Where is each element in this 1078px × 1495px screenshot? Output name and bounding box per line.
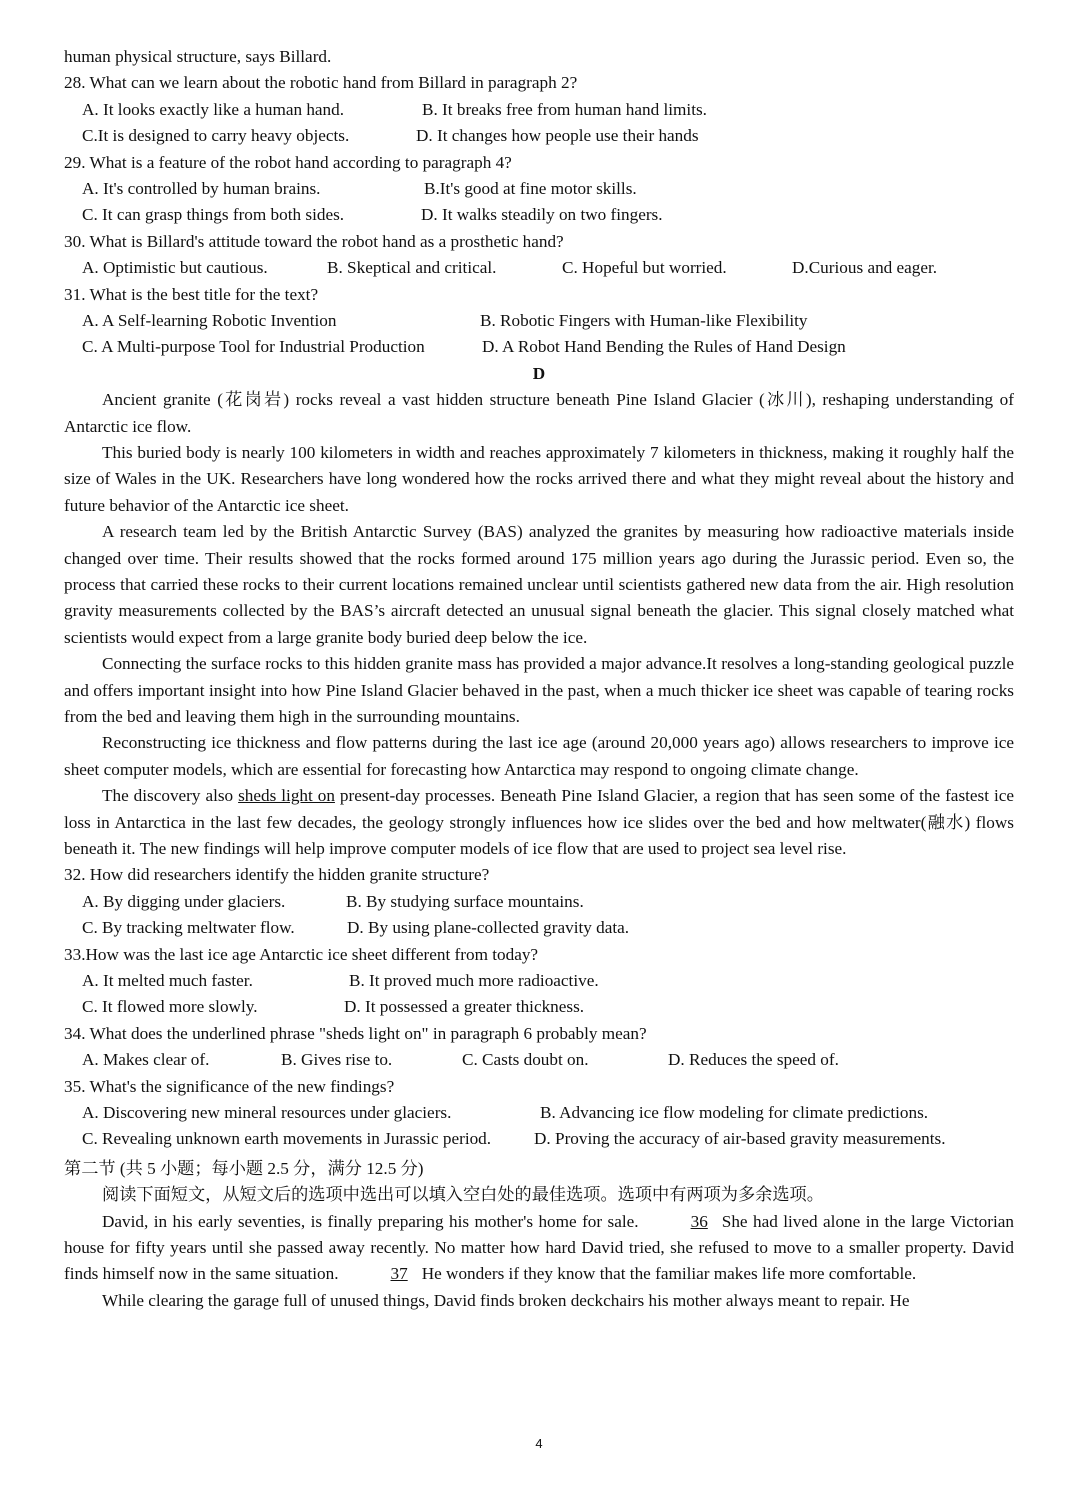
option-31d[interactable]: D. A Robot Hand Bending the Rules of Hand Design <box>482 337 846 357</box>
cloze-paragraph-1 <box>64 1209 1014 1288</box>
option-28c[interactable]: C.It is designed to carry heavy objects. <box>82 126 350 146</box>
question-35-options-row1 <box>64 1100 1014 1126</box>
option-31a[interactable]: A. A Self-learning Robotic Invention <box>82 310 337 330</box>
paragraph-6-rest: present-day processes. Beneath Pine Island Glacier, a region that has seen some of the fastest ice loss in Antarctica in the last few decades, the geology strongly influences how ice slides over the bed and how meltwater(融水) flows beneath it. The new findings will help improve computer models of ice flow that are used to project sea level rise. <box>64 786 1014 859</box>
option-30b[interactable]: B. Skeptical and critical. <box>327 258 497 278</box>
question-29-stem: 29. What is a feature of the robot hand according to paragraph 4? <box>64 152 512 172</box>
cloze-paragraph-2: While clearing the garage full of unused things, David finds broken deckchairs his mother always meant to repair. He <box>102 1290 910 1310</box>
option-35b[interactable]: B. Advancing ice flow modeling for climate predictions. <box>540 1103 929 1123</box>
section-2-instruction: 阅读下面短文，从短文后的选项中选出可以填入空白处的最佳选项。选项中有两项为多余选项。 <box>102 1185 824 1205</box>
question-28-stem: 28. What can we learn about the robotic hand from Billard in paragraph 2? <box>64 73 578 93</box>
passage-d-paragraph-5: Reconstructing ice thickness and flow patterns during the last ice age (around 20,000 years ago) allows researchers to improve ice sheet computer models, which are essential for forecasting how Antarctica may respond to ongoing climate change. <box>64 733 1014 779</box>
option-29c[interactable]: C. It can grasp things from both sides. <box>82 205 345 225</box>
option-34c[interactable]: C. Casts doubt on. <box>462 1050 589 1070</box>
page-number: 4 <box>535 1436 543 1451</box>
option-33c[interactable]: C. It flowed more slowly. <box>82 997 258 1017</box>
option-30c[interactable]: C. Hopeful but worried. <box>562 258 727 278</box>
passage-d-paragraph-2: This buried body is nearly 100 kilometers in width and reaches approximately 7 kilometers in thickness, making it roughly half the size of Wales in the UK. Researchers have long wondered how the rocks arrived there and what they might reveal about the history and future behavior of the Antarctic ice sheet. <box>64 442 1014 515</box>
option-35a[interactable]: A. Discovering new mineral resources under glaciers. <box>82 1103 452 1123</box>
question-29-options-row1 <box>64 176 1014 202</box>
option-28b[interactable]: B. It breaks free from human hand limits. <box>422 99 707 119</box>
option-35c[interactable]: C. Revealing unknown earth movements in Jurassic period. <box>82 1129 492 1149</box>
question-31-options-row1 <box>64 308 1014 334</box>
question-31-stem: 31. What is the best title for the text? <box>64 284 319 304</box>
question-33-options-row2 <box>64 994 1014 1020</box>
option-30a[interactable]: A. Optimistic but cautious. <box>82 258 268 278</box>
option-30d[interactable]: D.Curious and eager. <box>792 258 938 278</box>
blank-37[interactable]: 37 <box>390 1264 408 1284</box>
question-33-stem: 33.How was the last ice age Antarctic ice sheet different from today? <box>64 944 539 964</box>
question-32-options-row1 <box>64 889 1014 915</box>
cloze-text-2: She had lived alone in the large Victorian house for fifty years until she passed away recently. No matter how hard David tried, she refused to move to a smaller property. David finds himself now in the same situation. <box>64 1211 1014 1284</box>
passage-d-paragraph-6 <box>64 783 1014 862</box>
question-30-options-row <box>64 255 1014 281</box>
question-31-options-row2 <box>64 334 1014 360</box>
option-28d[interactable]: D. It changes how people use their hands <box>416 126 699 146</box>
passage-d-paragraph-4: Connecting the surface rocks to this hidden granite mass has provided a major advance.It resolves a long-standing geological puzzle and offers important insight into how Pine Island Glacier behaved in the past, when a much thicker ice sheet was capable of tearing rocks from the bed and leaving them high in the surrounding mountains. <box>64 654 1014 727</box>
option-32a[interactable]: A. By digging under glaciers. <box>82 891 286 911</box>
option-33a[interactable]: A. It melted much faster. <box>82 971 253 991</box>
blank-36[interactable]: 36 <box>690 1211 708 1231</box>
option-34d[interactable]: D. Reduces the speed of. <box>668 1050 839 1070</box>
option-29d[interactable]: D. It walks steadily on two fingers. <box>421 205 663 225</box>
question-35-options-row2 <box>64 1126 1014 1152</box>
question-30-stem: 30. What is Billard's attitude toward the robot hand as a prosthetic hand? <box>64 231 564 251</box>
question-28-options-row2 <box>64 123 1014 149</box>
option-34a[interactable]: A. Makes clear of. <box>82 1050 210 1070</box>
option-28a[interactable]: A. It looks exactly like a human hand. <box>82 99 345 119</box>
question-33-options-row1 <box>64 968 1014 994</box>
question-35-stem: 35. What's the significance of the new findings? <box>64 1076 395 1096</box>
option-33b[interactable]: B. It proved much more radioactive. <box>349 971 599 991</box>
continuation-text: human physical structure, says Billard. <box>64 47 332 66</box>
question-29-options-row2 <box>64 202 1014 228</box>
underlined-phrase: sheds light on <box>238 786 335 806</box>
option-35d[interactable]: D. Proving the accuracy of air-based gravity measurements. <box>534 1129 946 1149</box>
cloze-text-3: He wonders if they know that the familiar makes life more comfortable. <box>421 1264 917 1284</box>
passage-d-paragraph-3: A research team led by the British Antarctic Survey (BAS) analyzed the granites by measuring how radioactive materials inside changed over time. Their results showed that the rocks formed around 175 million years ago during the Jurassic period. Even so, the process that carried these rocks to their current locations remained unclear until scientists gathered new data from the air. High resolution gravity measurements collected by the BAS’s aircraft detected an unusual signal beneath the glacier. This signal closely matched what scientists would expect from a large granite body buried deep below the ice. <box>64 522 1014 647</box>
passage-d-paragraph-1: Ancient granite (花岗岩) rocks reveal a vast hidden structure beneath Pine Island Glacier (冰川), reshaping understanding of Antarctic ice flow. <box>64 390 1014 436</box>
option-32c[interactable]: C. By tracking meltwater flow. <box>82 918 295 938</box>
question-34-options-row <box>64 1047 1014 1073</box>
option-34b[interactable]: B. Gives rise to. <box>281 1050 393 1070</box>
option-31b[interactable]: B. Robotic Fingers with Human-like Flexibility <box>480 310 808 330</box>
option-32b[interactable]: B. By studying surface mountains. <box>346 891 584 911</box>
option-29a[interactable]: A. It's controlled by human brains. <box>82 179 321 198</box>
option-33d[interactable]: D. It possessed a greater thickness. <box>344 997 585 1017</box>
option-29b[interactable]: B.It's good at fine motor skills. <box>424 179 637 198</box>
question-32-stem: 32. How did researchers identify the hidden granite structure? <box>64 865 490 885</box>
section-2-heading: 第二节 (共 5 小题；每小题 2.5 分，满分 12.5 分) <box>64 1158 424 1178</box>
question-34-stem: 34. What does the underlined phrase "sheds light on" in paragraph 6 probably mean? <box>64 1023 647 1043</box>
question-32-options-row2 <box>64 915 1014 941</box>
option-31c[interactable]: C. A Multi-purpose Tool for Industrial Production <box>82 337 425 357</box>
question-28-options-row1 <box>64 97 1014 123</box>
option-32d[interactable]: D. By using plane-collected gravity data. <box>347 918 630 938</box>
section-d-heading: D <box>532 363 546 383</box>
paragraph-6-lead: The discovery also <box>102 786 239 806</box>
exam-page <box>64 44 1014 1314</box>
cloze-text-1: David, in his early seventies, is finally preparing his mother's home for sale. <box>102 1211 639 1231</box>
